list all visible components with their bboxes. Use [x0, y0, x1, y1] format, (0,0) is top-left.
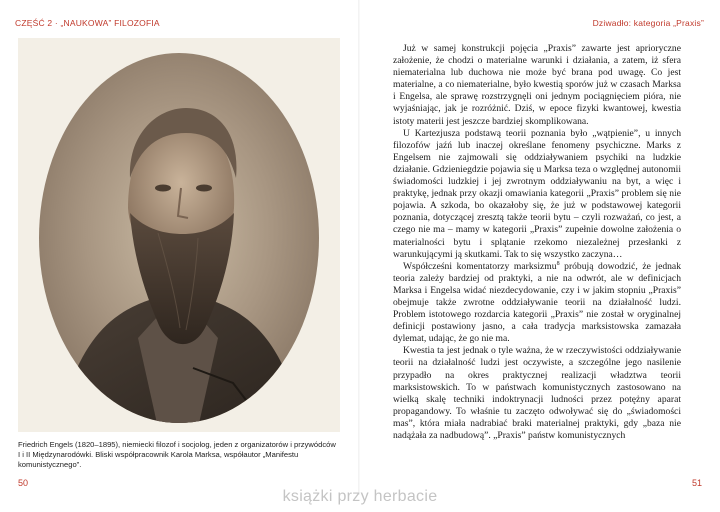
body-text [393, 43, 681, 442]
footnote-marker[interactable]: 8 [556, 260, 560, 267]
paragraph-2: U Kartezjusza podstawą teorii poznania było „wątpienie”, u innych filozofów jaźń lub inaczej określane fenomeny psychiczne. Marks z Engelsem nie zajmowali się oddziaływaniem psychiki na ludzkie działanie. Gdzieniegdzie pojawia się u Marksa teza o względnej autonomii świadomości ludzkiej i jej zwrotnym oddziaływaniu na byt, a więc i praktykę, jednak przy okazji omawiania kategorii „Praxis” problem się nie pojawia. A szkoda, bo okazałoby się, że już w podstawowej kategorii poznania, dotyczącej zresztą także teorii bytu – czyli rozważań, co jest, a czego nie ma – mamy w kategorii „Praxis” zupełnie dowolne założenia o materialności bytu i splątanie rzekomo niezależnej przesłanki z warunkującymi ją skutkami. Tak to się wszystko zaczyna… [393, 127, 681, 260]
engels-portrait-image [18, 38, 340, 432]
paragraph-3 [393, 261, 681, 346]
page-number-right: 51 [691, 478, 702, 488]
running-head-left: CZĘŚĆ 2 · „NAUKOWA” FILOZOFIA [15, 18, 160, 28]
paragraph-3-rest: próbują dowodzić, że jednak teoria zależy bardziej od praktyki, a nie na odwrót, ale w definicjach Marksa i Engelsa widać niezdecydowanie, czy i w jakim stopniu „Praxis” obejmuje także zwrotne oddziaływanie teorii na działalność ludzi. Problem istotowego rozdarcia kategorii „Praxis” nie został w oryginalnej definicji postawiony jasno, a cała tradycja marksistowska zamazała dylemat, udając, że go nie ma. [393, 260, 681, 345]
page-number-left: 50 [18, 478, 29, 488]
paragraph-4: Kwestia ta jest jednak o tyle ważna, że w rzeczywistości oddziaływanie teorii na działalność ludzi jest oczywiste, a szczególne jego nasilenie przypadło na okres praktycznej realizacji władztwa teorii marksistowskich. To w państwach komunistycznych zastosowano na wielką skalę techniki indoktrynacji ludności przez potężny aparat propagandowy. To właśnie tu zaczęto odwoływać się do „świadomości mas”, która miała nadrabiać braki materialnej praktyki, gdy „baza nie nadążała za nadbudową”. „Praxis” państw komunistycznych [393, 345, 681, 441]
paragraph-1: Już w samej konstrukcji pojęcia „Praxis” zawarte jest aprioryczne założenie, że chodzi o materialne warunki i działania, a zatem, iż sfera niematerialna lub duchowa nie może być brana pod uwagę. Co jest materialne, a co niematerialne, było kwestią sporów już w czasach Marksa i Engelsa, ale sprawę rozstrzygnęli oni jednym pociągnięciem pióra, nie wyjaśniając, jak je rozróżnić. Dziś, w epoce fizyki kwantowej, kwestia istoty materii jest jeszcze bardziej skomplikowana. [393, 43, 681, 127]
paragraph-3-start: Współcześni komentatorzy marksizmu [403, 260, 557, 272]
running-head-right: Dziwadło: kategoria „Praxis” [592, 18, 704, 28]
portrait-photo [18, 38, 340, 432]
photo-caption: Friedrich Engels (1820–1895), niemiecki filozof i socjolog, jeden z organizatorów i przywódców I i II Międzynarodówki. Bliski współpracownik Karola Marksa, współautor „Manifestu komunistycznego”. [18, 440, 336, 469]
watermark-text: książki przy herbacie [282, 488, 438, 505]
